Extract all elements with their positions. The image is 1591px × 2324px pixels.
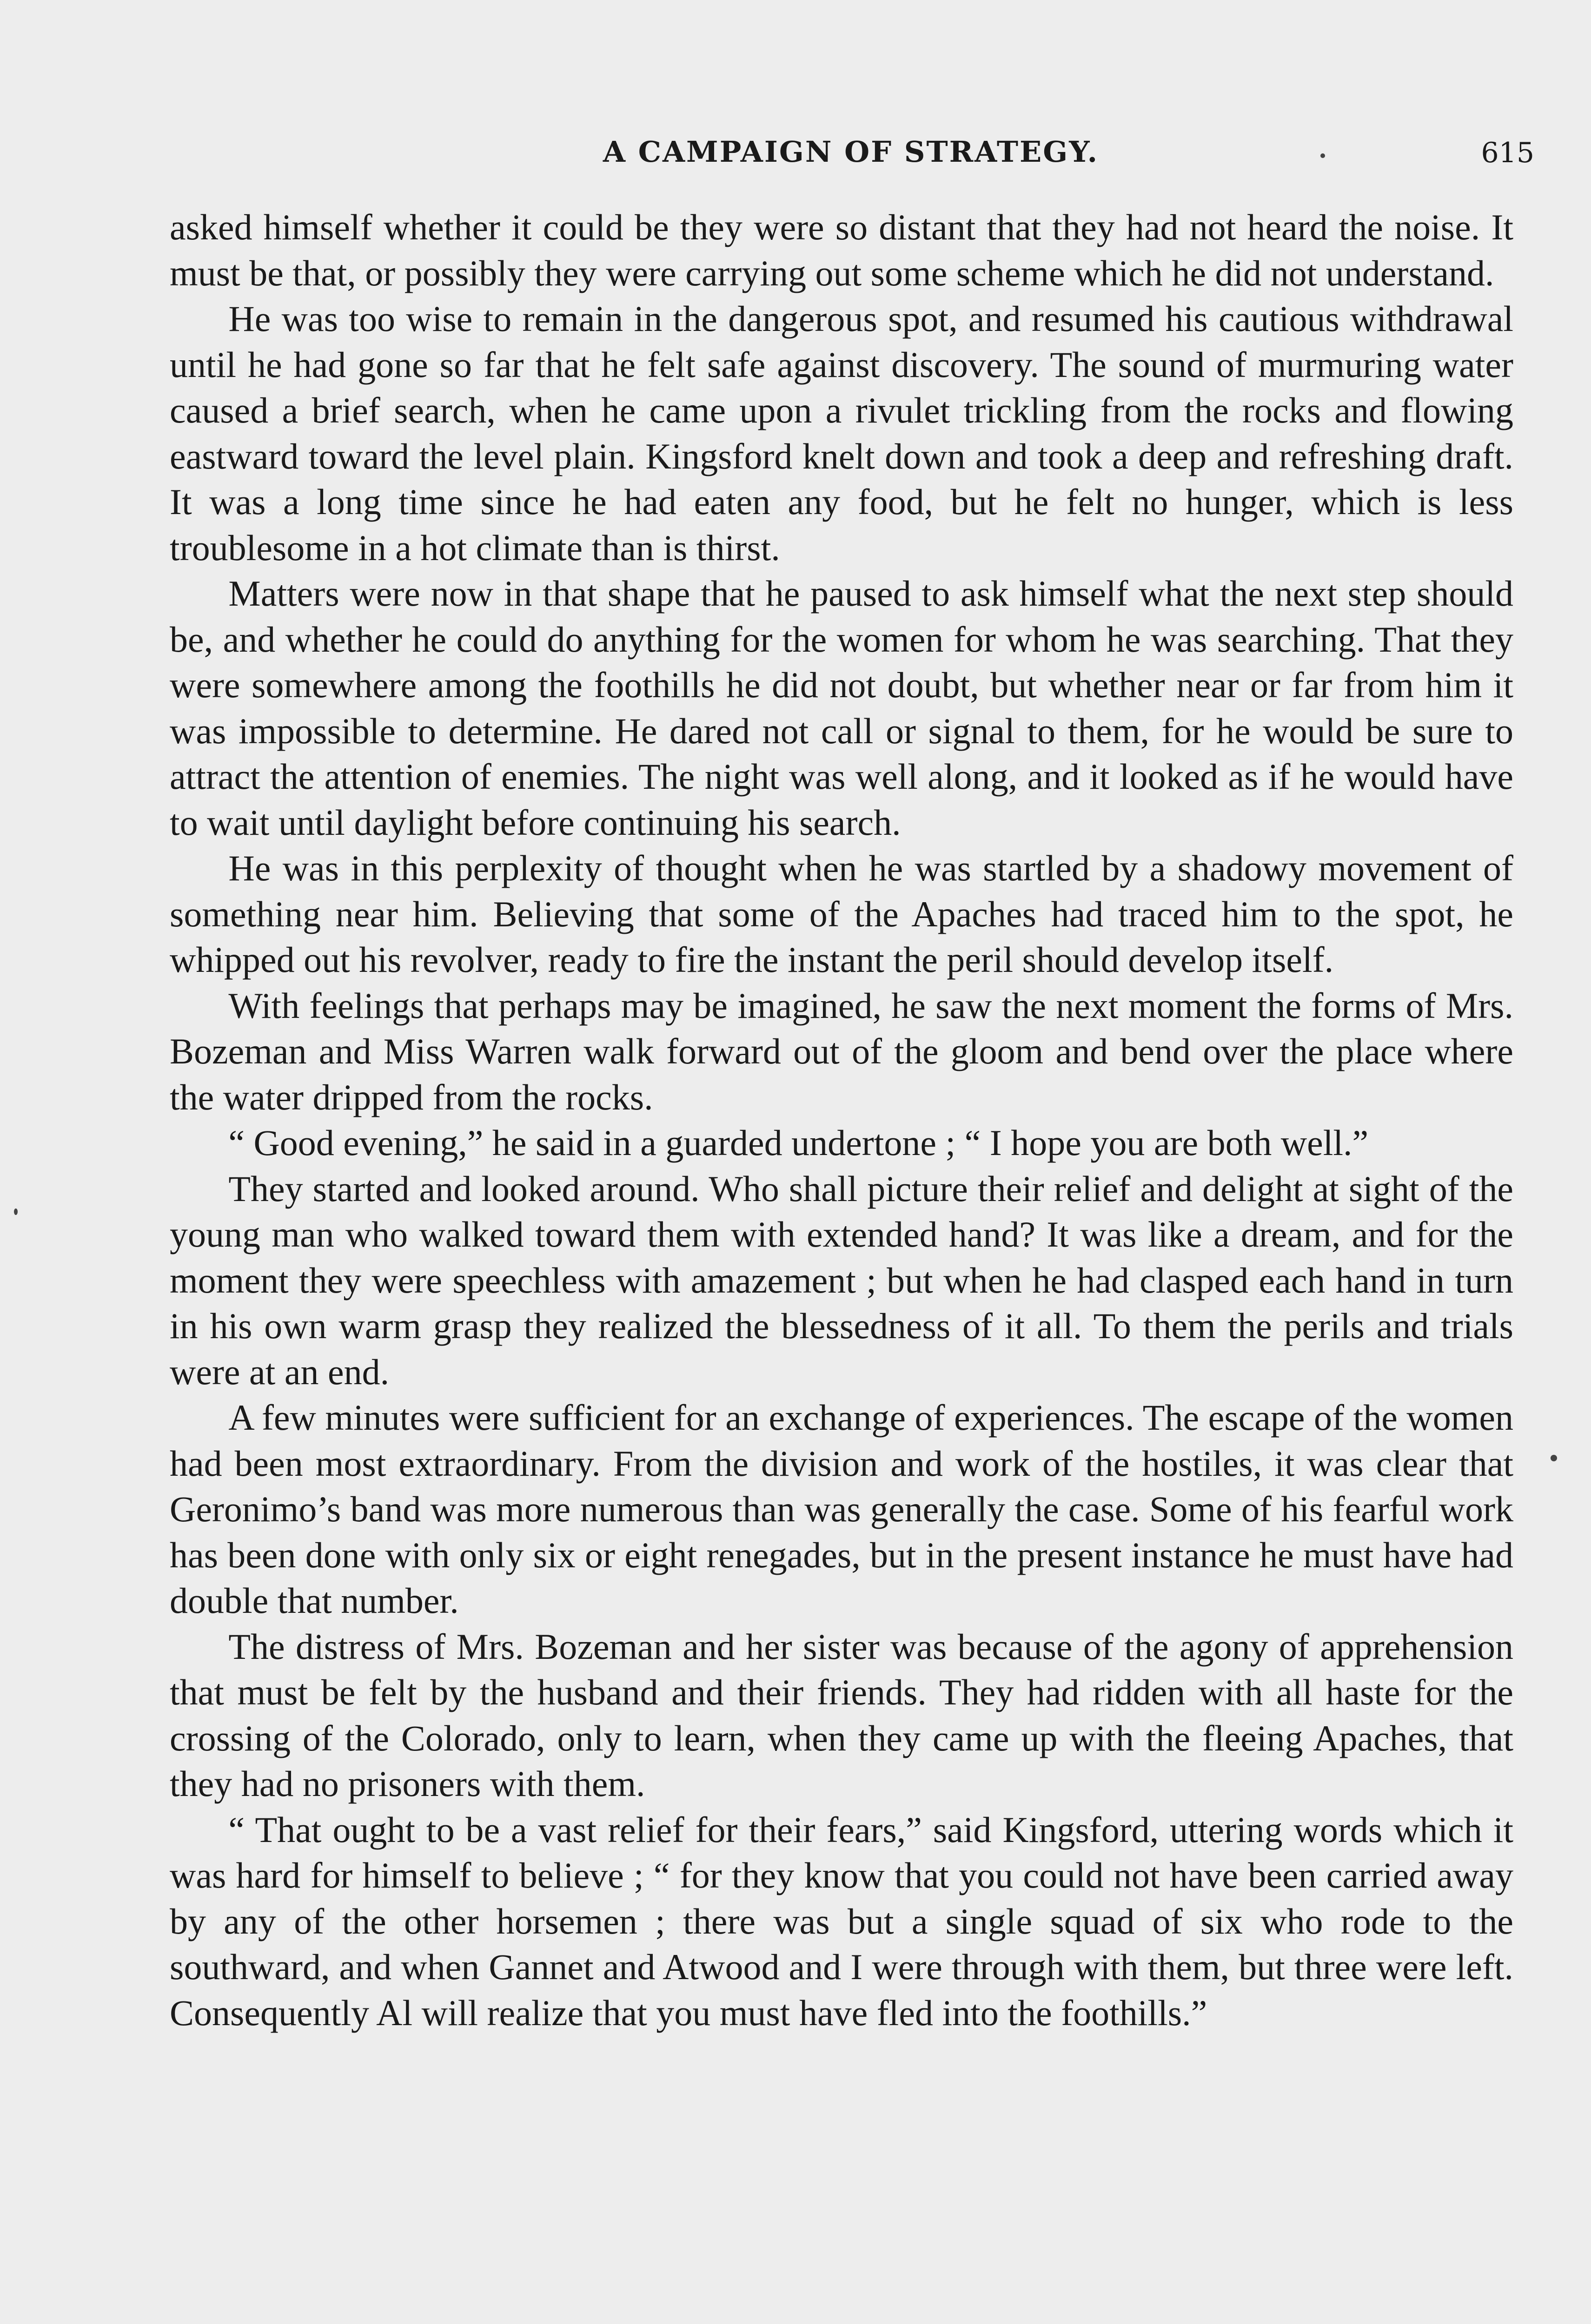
paragraph: “ That ought to be a vast relief for their fears,” said Kingsford, uttering words which it was hard for himself to believe ; “ for they know that you could not have been carried away by any of the other horsemen ; there was but a single squad of six who rode to the southward, and when Gannet and Atwood and I were through with them, but three were left. Consequently Al will realize that you must have fled into the foothills.”	[170, 1809, 1513, 2033]
page-header	[167, 135, 1534, 191]
paragraph: A few minutes were sufficient for an exchange of experiences. The escape of the women had been most extraordinary. From the division and work of the hostiles, it was clear that Geronimo’s band was more numerous than was generally the case. Some of his fearful work has been done with only six or eight renegades, but in the present instance he must have had double that number.	[170, 1397, 1513, 1621]
print-speck	[1320, 153, 1325, 158]
running-title: A CAMPAIGN OF STRATEGY.	[603, 135, 1099, 169]
paragraph: With feelings that perhaps may be imagined, he saw the next moment the forms of Mrs. Bozeman and Miss Warren walk forward out of the gloom and bend over the place where the water dripped from the rocks.	[170, 985, 1513, 1117]
print-speck	[1551, 1455, 1557, 1461]
paragraph: asked himself whether it could be they were so distant that they had not heard the noise. It must be that, or possibly they were carrying out some scheme which he did not understand.	[170, 207, 1513, 293]
paragraph: The distress of Mrs. Bozeman and her sister was because of the agony of apprehension that must be felt by the husband and their friends. They had ridden with all haste for the crossing of the Colorado, only to learn, when they came up with the fleeing Apaches, that they had no prisoners with them.	[170, 1626, 1513, 1804]
paragraph: They started and looked around. Who shall picture their relief and delight at sight of the young man who walked toward them with extended hand? It was like a dream, and for the moment they were speechless with amazement ; but when he had clasped each hand in turn in his own warm grasp they realized the blessedness of it all. To them the perils and trials were at an end.	[170, 1168, 1513, 1392]
paragraph: Matters were now in that shape that he paused to ask himself what the next step should be, and whether he could do anything for the women for whom he was searching. That they were somewhere among the foothills he did not doubt, but whether near or far from him it was impossible to determine. He dared not call or signal to them, for he would be sure to attract the attention of enemies. The night was well along, and it looked as if he would have to wait until daylight before continuing his search.	[170, 573, 1513, 843]
body-text	[170, 205, 1513, 2036]
paragraph: He was in this perplexity of thought when he was startled by a shadowy movement of something near him. Believing that some of the Apaches had traced him to the spot, he whipped out his revolver, ready to fire the instant the peril should develop itself.	[170, 848, 1513, 980]
page-number: 615	[1481, 137, 1534, 169]
paragraph: “ Good evening,” he said in a guarded undertone ; “ I hope you are both well.”	[228, 1122, 1369, 1163]
paragraph: He was too wise to remain in the dangerous spot, and resumed his cautious withdrawal until he had gone so far that he felt safe against discovery. The sound of murmuring water caused a brief search, when he came upon a rivulet trickling from the rocks and flowing eastward toward the level plain. Kingsford knelt down and took a deep and refreshing draft. It was a long time since he had eaten any food, but he felt no hunger, which is less troublesome in a hot climate than is thirst.	[170, 298, 1513, 568]
print-speck	[14, 1208, 18, 1215]
